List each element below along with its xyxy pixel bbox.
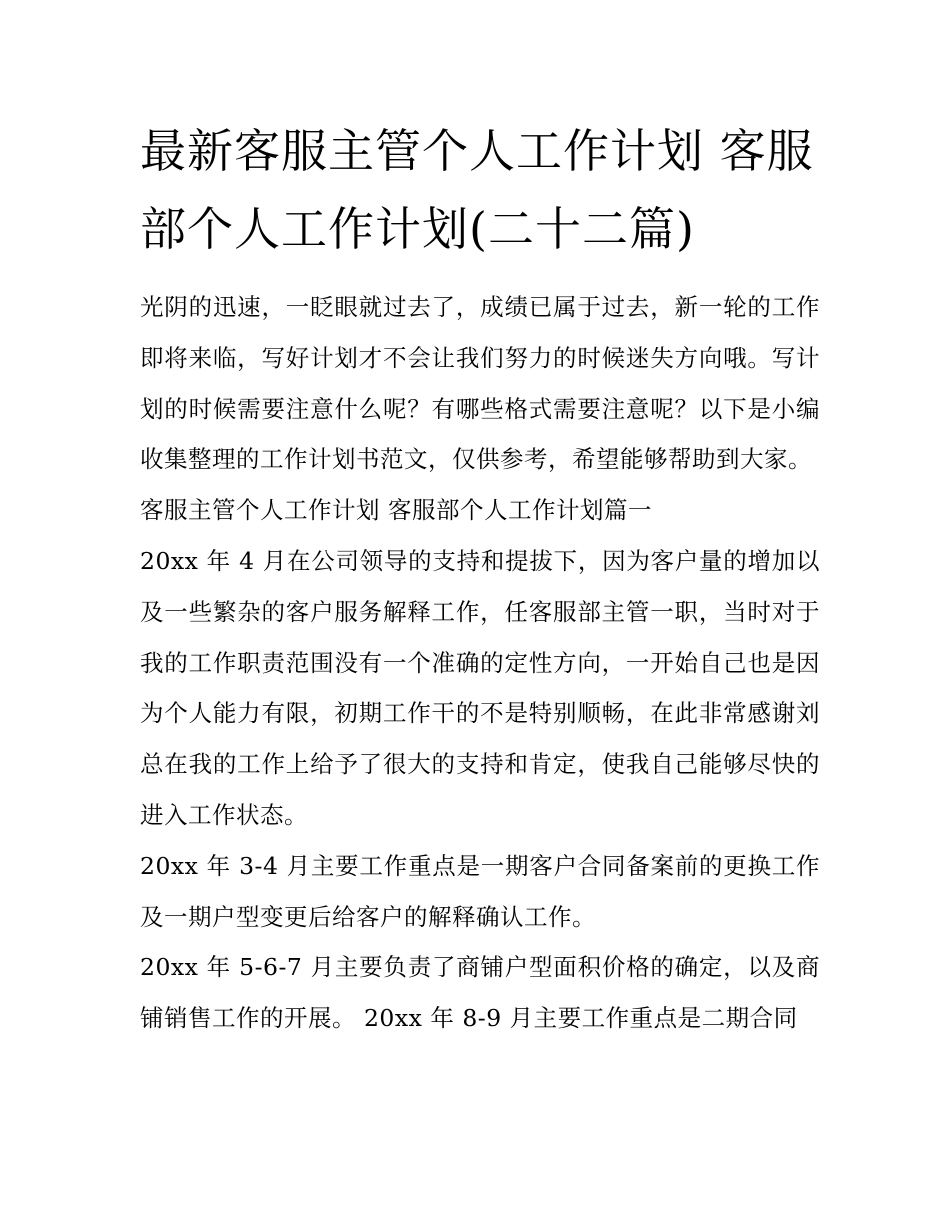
paragraph-body: 20xx 年 4 月在公司领导的支持和提拔下，因为客户量的增加以及一些繁杂的客户服务解释工作，任客服部主管一职，当时对于我的工作职责范围没有一个准确的定性方向，一开始自己也是因为个人能力有限，初期工作干的不是特别顺畅，在此非常感谢刘总在我的工作上给予了很大的支持和肯定，使我自己能够尽快的进入工作状态。	[140, 546, 820, 829]
section-heading: 客服主管个人工作计划 客服部个人工作计划篇一	[140, 496, 652, 525]
paragraph-body: 20xx 年 3-4 月主要工作重点是一期客户合同备案前的更换工作及一期户型变更后给客户的解释确认工作。	[140, 851, 820, 931]
paragraph-body: 20xx 年 5-6-7 月主要负责了商铺户型面积价格的确定，以及商铺销售工作的开展。 20xx 年 8-9 月主要工作重点是二期合同	[140, 953, 820, 1033]
document-body	[140, 282, 820, 1044]
paragraph-intro: 光阴的迅速，一眨眼就过去了，成绩已属于过去，新一轮的工作即将来临，写好计划才不会让我们努力的时候迷失方向哦。写计划的时候需要注意什么呢？有哪些格式需要注意呢？以下是小编收集整理的工作计划书范文，仅供参考，希望能够帮助到大家。	[140, 293, 820, 474]
document-title: 最新客服主管个人工作计划 客服部个人工作计划(二十二篇)	[140, 124, 814, 256]
document-content	[140, 112, 820, 1044]
